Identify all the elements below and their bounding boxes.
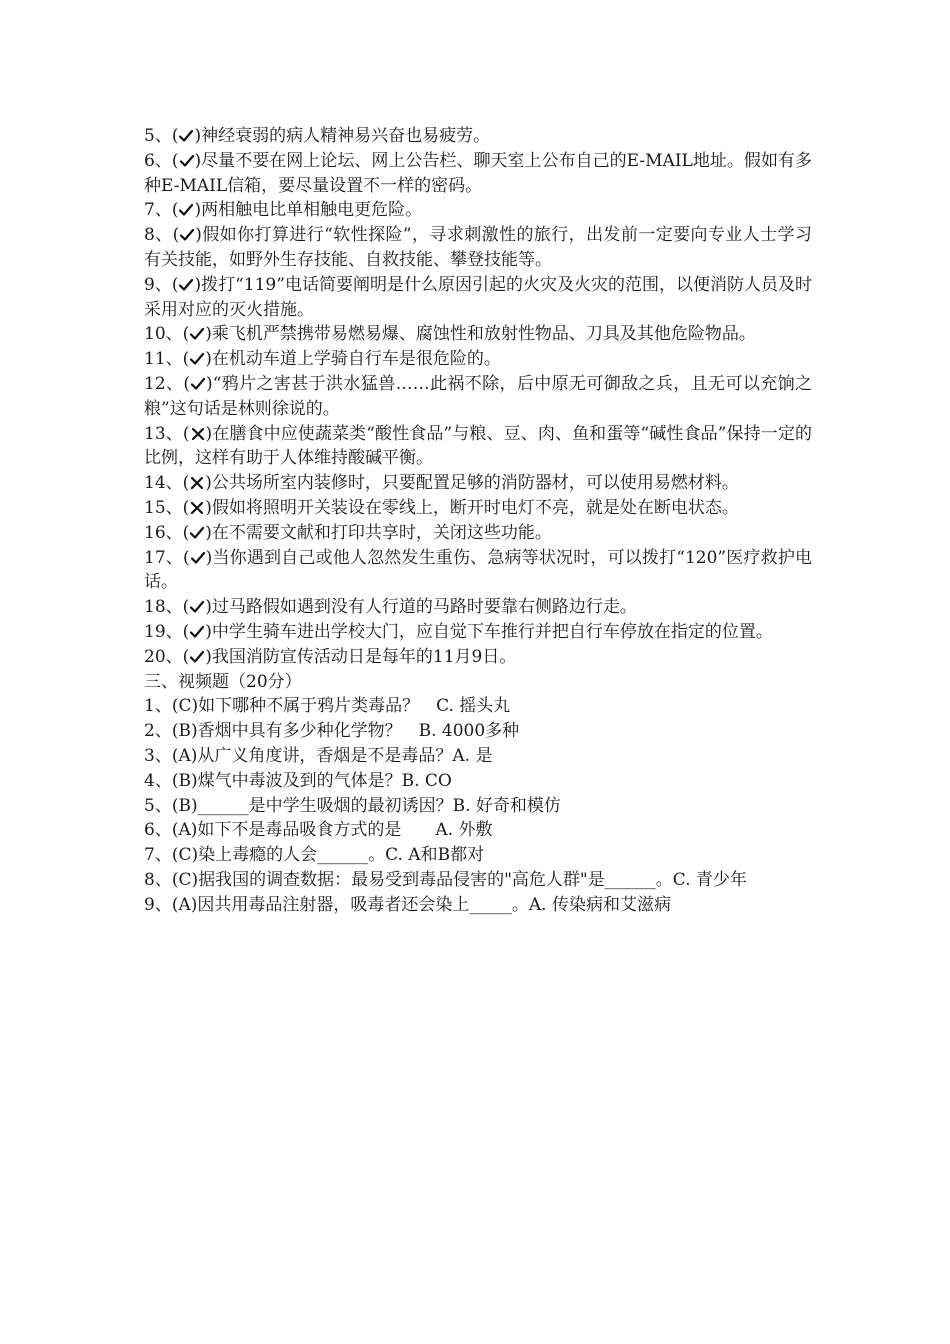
question-7: 7、( )两相触电比单相触电更危险。: [144, 198, 812, 223]
question-text: 假如将照明开关装设在零线上，断开时电灯不亮，就是处在断电状态。: [211, 497, 739, 518]
check-icon: [178, 124, 194, 149]
question-20: 20、( )我国消防宣传活动日是每年的11月9日。: [144, 645, 812, 670]
check-icon: [189, 620, 205, 645]
question-11: 11、( )在机动车道上学骑自行车是很危险的。: [144, 347, 812, 372]
question-number: 18、: [144, 597, 183, 618]
question-16: 16、( )在不需要文献和打印共享时，关闭这些功能。: [144, 521, 812, 546]
document-page: [144, 124, 812, 918]
video-questions: [144, 694, 812, 917]
question-number: 11、: [144, 349, 183, 370]
question-number: 20、: [144, 646, 183, 667]
video-question-3: 3、(A)从广义角度讲，香烟是不是毒品？A. 是: [144, 745, 493, 766]
video-question-7: 7、(C)染上毒瘾的人会______。C. A和B都对: [144, 845, 485, 866]
question-18: 18、( )过马路假如遇到没有人行道的马路时要靠右侧路边行走。: [144, 595, 812, 620]
question-15: 15、( )假如将照明开关装设在零线上，断开时电灯不亮，就是处在断电状态。: [144, 496, 812, 521]
check-icon: [189, 347, 205, 372]
question-number: 12、: [144, 373, 184, 394]
cross-icon: [190, 422, 206, 447]
question-6: 6、( )尽量不要在网上论坛、网上公告栏、聊天室上公布自己的E-MAIL地址。假如有多种E-MAIL信箱，要尽量设置不一样的密码。: [144, 150, 812, 196]
check-icon: [178, 273, 194, 298]
cross-icon: [189, 471, 205, 496]
question-text: 我国消防宣传活动日是每年的11月9日。: [211, 646, 517, 667]
question-text: 在不需要文献和打印共享时，关闭这些功能。: [211, 522, 552, 543]
video-question-8: 8、(C)据我国的调查数据：最易受到毒品侵害的"高危人群"是______。C. 青少年: [144, 869, 747, 890]
question-text: 当你遇到自己或他人忽然发生重伤、急病等状况时，可以拨打“120”医疗救护电话。: [144, 547, 813, 593]
cross-icon: [189, 496, 205, 521]
question-14: 14、( )公共场所室内装修时，只要配置足够的消防器材，可以使用易燃材料。: [144, 471, 812, 496]
question-text: 在膳食中应使蔬菜类“酸性食品”与粮、豆、肉、鱼和蛋等“碱性食品”保持一定的比例，这样有助于人体维持酸碱平衡。: [144, 423, 812, 469]
check-icon: [189, 322, 205, 347]
check-icon: [178, 198, 194, 223]
question-12: 12、( )“鸦片之害甚于洪水猛兽……此祸不除，后中原无可御敌之兵，且无可以充饷之粮”这句话是林则徐说的。: [144, 373, 812, 419]
question-13: 13、( )在膳食中应使蔬菜类“酸性食品”与粮、豆、肉、鱼和蛋等“碱性食品”保持一定的比例，这样有助于人体维持酸碱平衡。: [144, 423, 812, 469]
video-question-2: 2、(B)香烟中具有多少种化学物？ B. 4000多种: [144, 721, 520, 742]
video-question-5: 5、(B)______是中学生吸烟的最初诱因？B. 好奇和模仿: [144, 795, 561, 816]
question-17: 17、( )当你遇到自己或他人忽然发生重伤、急病等状况时，可以拨打“120”医疗救护电话。: [144, 547, 813, 593]
check-icon: [189, 645, 205, 670]
check-icon: [189, 521, 205, 546]
question-text: 神经衰弱的病人精神易兴奋也易疲劳。: [201, 126, 491, 146]
question-number: 15、: [144, 497, 183, 518]
video-question-6: 6、(A)如下不是毒品吸食方式的是 A. 外敷: [144, 820, 493, 841]
question-text: 公共场所室内装修时，只要配置足够的消防器材，可以使用易燃材料。: [211, 473, 739, 494]
video-question-1: 1、(C)如下哪种不属于鸦片类毒品？ C. 摇头丸: [144, 696, 511, 717]
video-question-9: 9、(A)因共用毒品注射器，吸毒者还会染上_____。A. 传染病和艾滋病: [144, 894, 671, 915]
question-number: 16、: [144, 522, 183, 543]
question-text: 过马路假如遇到没有人行道的马路时要靠右侧路边行走。: [211, 597, 637, 618]
question-19: 19、( )中学生骑车进出学校大门，应自觉下车推行并把自行车停放在指定的位置。: [144, 620, 812, 645]
question-text: 尽量不要在网上论坛、网上公告栏、聊天室上公布自己的E-MAIL地址。假如有多种E-MAIL信箱，要尽量设置不一样的密码。: [144, 150, 812, 196]
question-text: 在机动车道上学骑自行车是很危险的。: [211, 349, 501, 370]
question-number: 6、: [144, 150, 172, 171]
check-icon: [190, 372, 206, 397]
question-number: 14、: [144, 473, 183, 494]
question-10: 10、( )乘飞机严禁携带易燃易爆、腐蚀性和放射性物品、刀具及其他危险物品。: [144, 322, 812, 347]
check-icon: [189, 595, 205, 620]
question-9: 9、( )拨打“119”电话简要阐明是什么原因引起的火灾及火灾的范围，以便消防人员及时采用对应的灭火措施。: [144, 274, 812, 320]
true-false-questions: [144, 124, 812, 670]
check-icon: [190, 546, 206, 571]
question-8: 8、( )假如你打算进行“软性探险”，寻求刺激性的旅行，出发前一定要向专业人士学习有关技能，如野外生存技能、自救技能、攀登技能等。: [144, 225, 812, 270]
question-number: 5、: [144, 126, 172, 146]
question-number: 17、: [144, 547, 183, 568]
question-number: 13、: [144, 423, 183, 444]
video-question-4: 4、(B)煤气中毒波及到的气体是？B. CO: [144, 770, 452, 791]
check-icon: [179, 149, 195, 174]
question-number: 10、: [144, 324, 183, 345]
question-text: 拨打“119”电话简要阐明是什么原因引起的火灾及火灾的范围，以便消防人员及时采用对应的灭火措施。: [144, 274, 812, 320]
question-number: 19、: [144, 621, 183, 642]
question-number: 7、: [144, 200, 172, 221]
question-text: 中学生骑车进出学校大门，应自觉下车推行并把自行车停放在指定的位置。: [211, 621, 773, 642]
check-icon: [179, 223, 195, 248]
question-text: 假如你打算进行“软性探险”，寻求刺激性的旅行，出发前一定要向专业人士学习有关技能，如野外生存技能、自救技能、攀登技能等。: [144, 225, 812, 270]
section-title: 三、视频题（20分）: [144, 671, 302, 692]
question-5: 5、( )神经衰弱的病人精神易兴奋也易疲劳。: [144, 124, 812, 149]
question-text: 两相触电比单相触电更危险。: [201, 200, 423, 221]
question-text: “鸦片之害甚于洪水猛兽……此祸不除，后中原无可御敌之兵，且无可以充饷之粮”这句话是林则徐说的。: [144, 373, 812, 419]
question-number: 9、: [144, 274, 172, 295]
question-number: 8、: [144, 225, 173, 246]
question-text: 乘飞机严禁携带易燃易爆、腐蚀性和放射性物品、刀具及其他危险物品。: [211, 324, 756, 345]
